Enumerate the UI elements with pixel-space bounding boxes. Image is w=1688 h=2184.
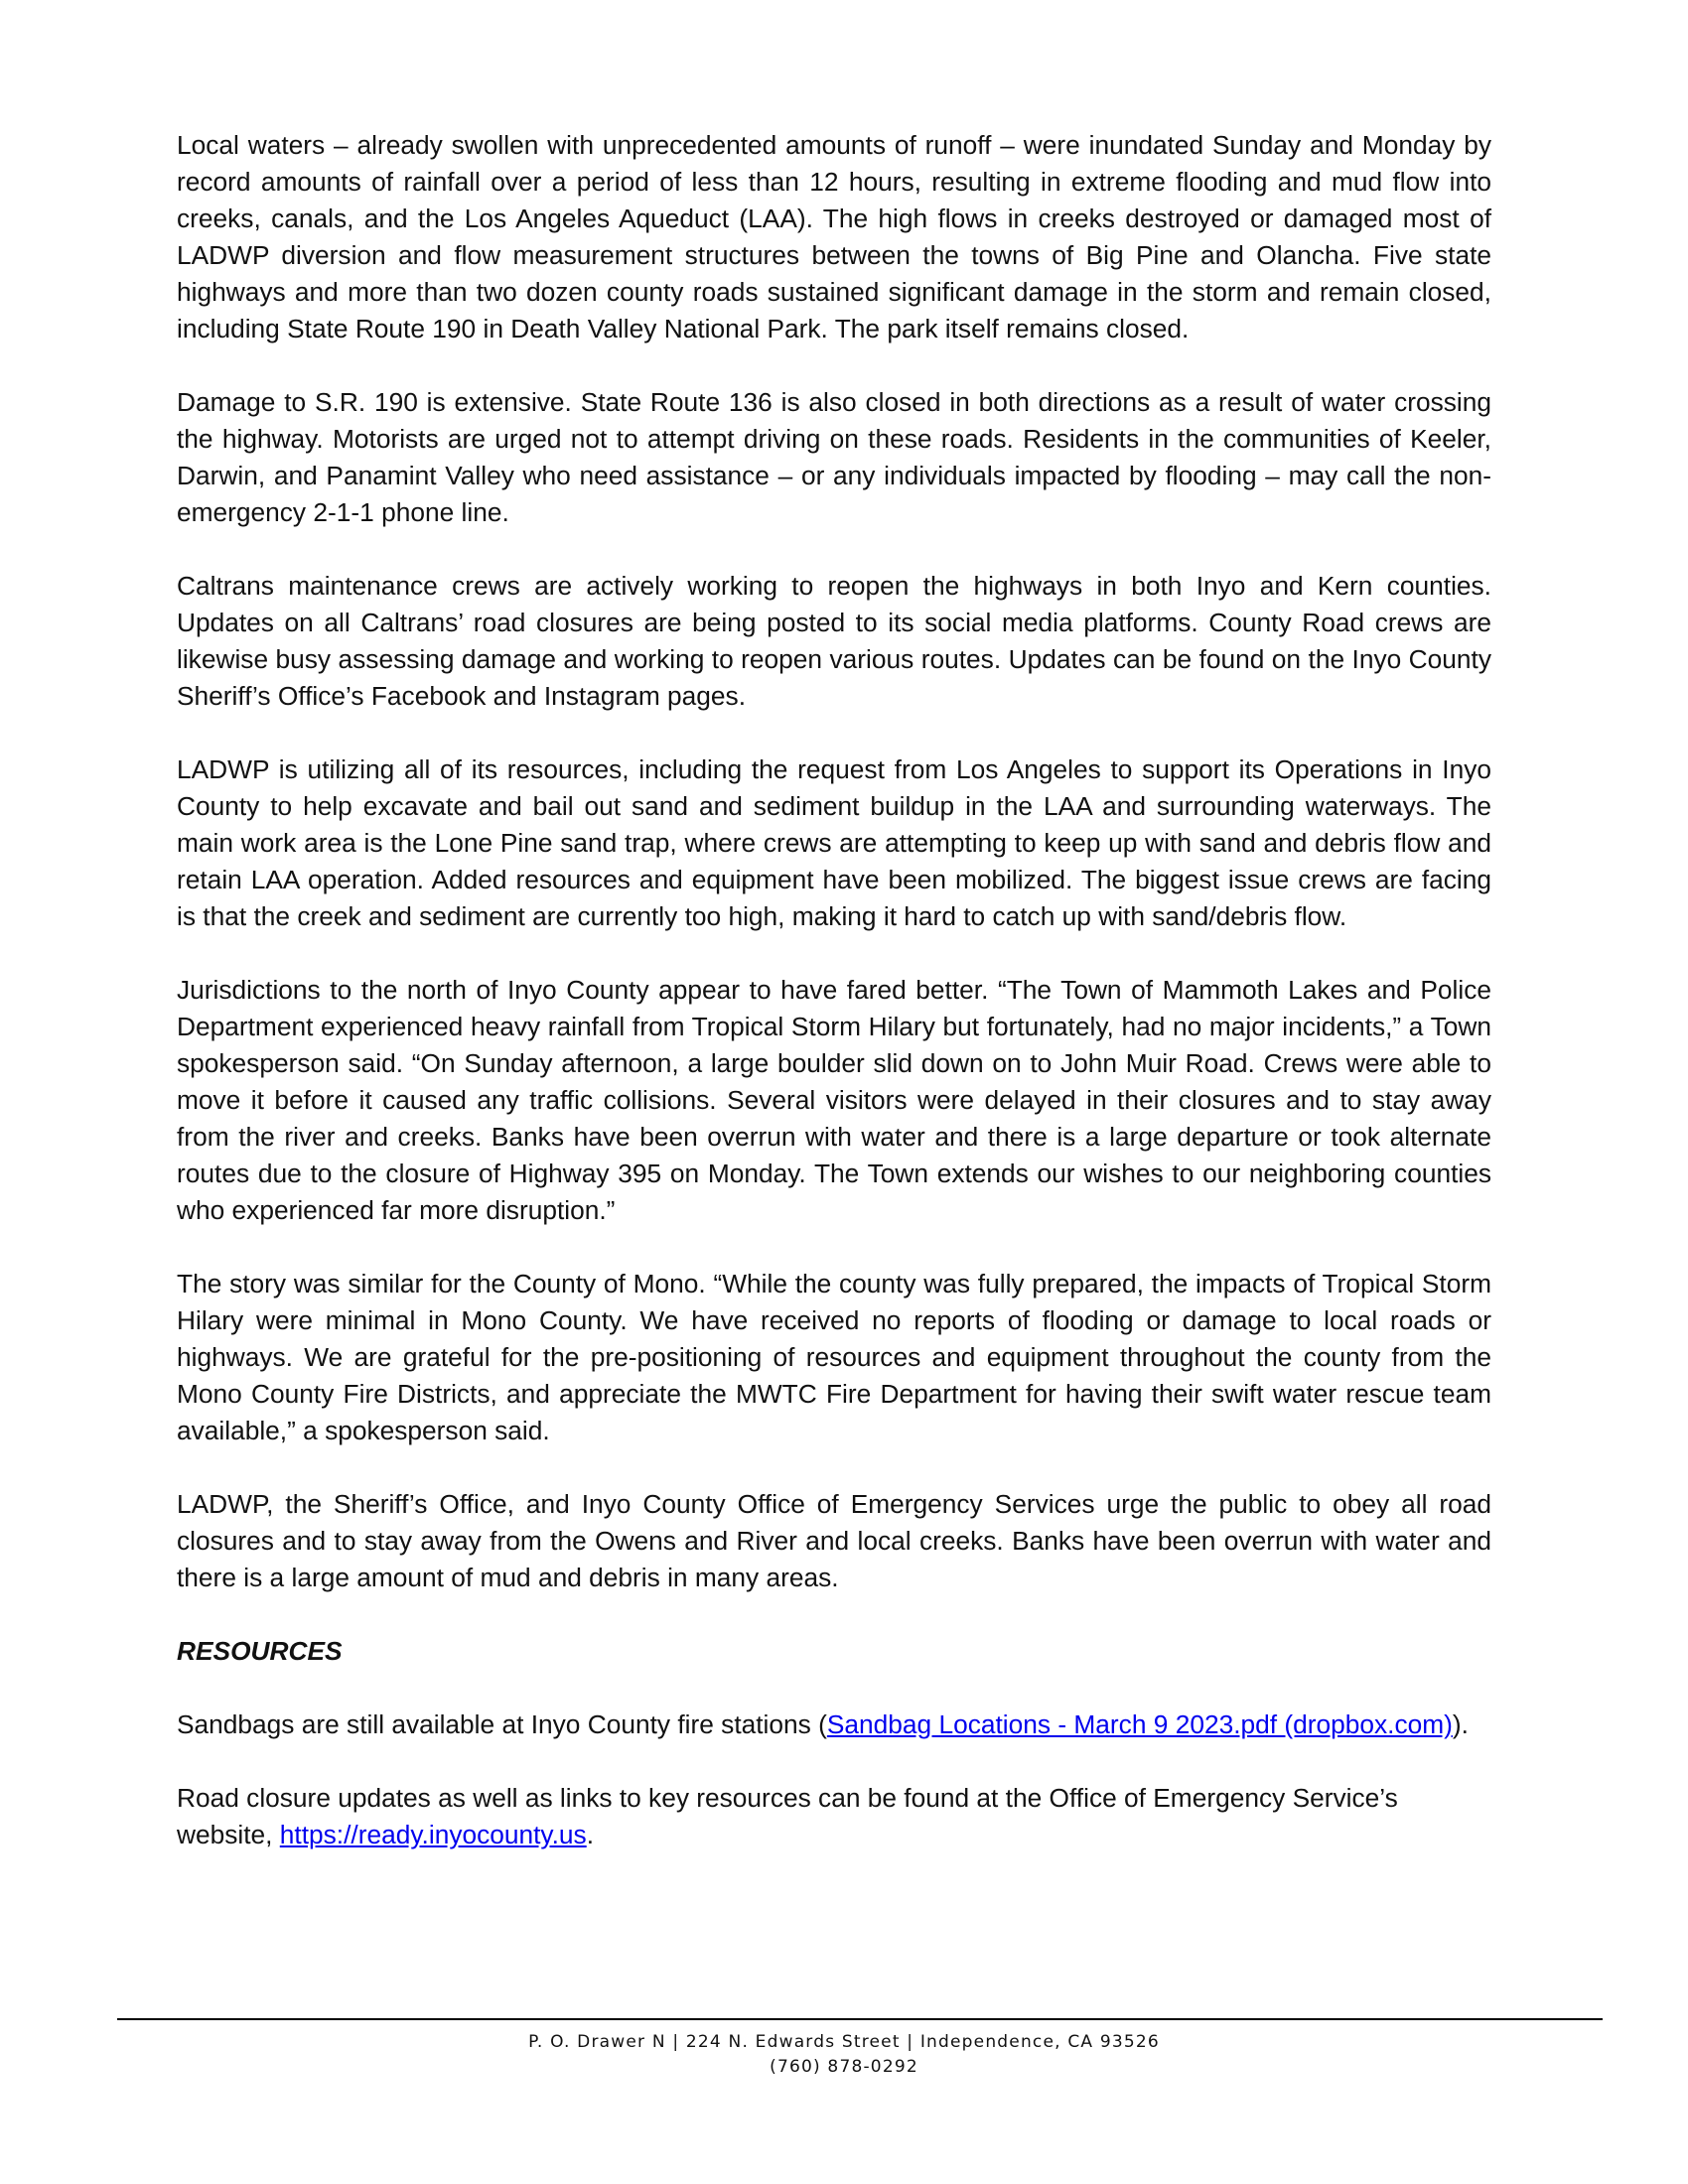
- paragraph-ladwp-resources: LADWP is utilizing all of its resources, including the request from Los Angeles to support its Operations in Inyo County to help excavate and bail out sand and sediment buildup in the LAA and surrounding waterways. The main work area is the Lone Pine sand trap, where crews are attempting to keep up with sand and debris flow and retain LAA operation. Added resources and equipment have been mobilized. The biggest issue crews are facing is that the creek and sediment are currently too high, making it hard to catch up with sand/debris flow.: [177, 754, 1491, 931]
- paragraph-mono-county: The story was similar for the County of Mono. “While the county was fully prepared, the impacts of Tropical Storm Hilary were minimal in Mono County. We have received no reports of flooding or damage to local roads or highways. We are grateful for the pre-positioning of resources and equipment throughout the county from the Mono County Fire Districts, and appreciate the MWTC Fire Department for having their swift water rescue team available,” a spokesperson said.: [177, 1269, 1491, 1445]
- paragraph-local-waters: Local waters – already swollen with unprecedented amounts of runoff – were inundated Sunday and Monday by record amounts of rainfall over a period of less than 12 hours, resulting in extreme flooding and mud flow into creeks, canals, and the Los Angeles Aqueduct (LAA). The high flows in creeks destroyed or damaged most of LADWP diversion and flow measurement structures between the towns of Big Pine and Olancha. Five state highways and more than two dozen county roads sustained significant damage in the storm and remain closed, including State Route 190 in Death Valley National Park. The park itself remains closed.: [177, 130, 1491, 343]
- resources-heading: RESOURCES: [177, 1636, 343, 1666]
- sandbag-locations-link[interactable]: Sandbag Locations - March 9 2023.pdf (dropbox.com): [826, 1709, 1453, 1739]
- paragraph-mammoth-lakes: Jurisdictions to the north of Inyo County appear to have fared better. “The Town of Mammoth Lakes and Police Department experienced heavy rainfall from Tropical Storm Hilary but fortunately, had no major incidents,” a Town spokesperson said. “On Sunday afternoon, a large boulder slid down on to John Muir Road. Crews were able to move it before it caused any traffic collisions. Several visitors were delayed in their closures and to stay away from the river and creeks. Banks have been overrun with water and there is a large departure or took alternate routes due to the closure of Highway 395 on Monday. The Town extends our wishes to our neighboring counties who experienced far more disruption.”: [177, 975, 1491, 1225]
- document-body: [177, 127, 1491, 1890]
- page-footer: [0, 2030, 1688, 2080]
- paragraph-sandbags: [177, 1706, 1491, 1743]
- paragraph-road-closure-updates: [177, 1780, 1491, 1853]
- paragraph-road-closure-warning: LADWP, the Sheriff’s Office, and Inyo County Office of Emergency Services urge the public to obey all road closures and to stay away from the Owens and River and local creeks. Banks have been overrun with water and there is a large amount of mud and debris in many areas.: [177, 1489, 1491, 1592]
- footer-phone: (760) 878-0292: [770, 2057, 918, 2077]
- footer-divider: [117, 2018, 1603, 2020]
- footer-address: P. O. Drawer N | 224 N. Edwards Street | Independence, CA 93526: [528, 2032, 1160, 2052]
- road-text-suffix: .: [586, 1820, 595, 1849]
- oes-website-link[interactable]: https://ready.inyocounty.us: [279, 1820, 587, 1849]
- road-text-prefix: Road closure updates as well as links to key resources can be found at the Office of Emergency Service’s website,: [177, 1783, 1398, 1849]
- paragraph-sr190-damage: Damage to S.R. 190 is extensive. State Route 136 is also closed in both directions as a result of water crossing the highway. Motorists are urged not to attempt driving on these roads. Residents in the communities of Keeler, Darwin, and Panamint Valley who need assistance – or any individuals impacted by flooding – may call the non-emergency 2-1-1 phone line.: [177, 387, 1491, 527]
- sandbag-text-suffix: ).: [1452, 1709, 1469, 1739]
- paragraph-caltrans-crews: Caltrans maintenance crews are actively working to reopen the highways in both Inyo and Kern counties. Updates on all Caltrans’ road closures are being posted to its social media platforms. County Road crews are likewise busy assessing damage and working to reopen various routes. Updates can be found on the Inyo County Sheriff’s Office’s Facebook and Instagram pages.: [177, 571, 1491, 711]
- sandbag-text-prefix: Sandbags are still available at Inyo County fire stations (: [177, 1709, 827, 1739]
